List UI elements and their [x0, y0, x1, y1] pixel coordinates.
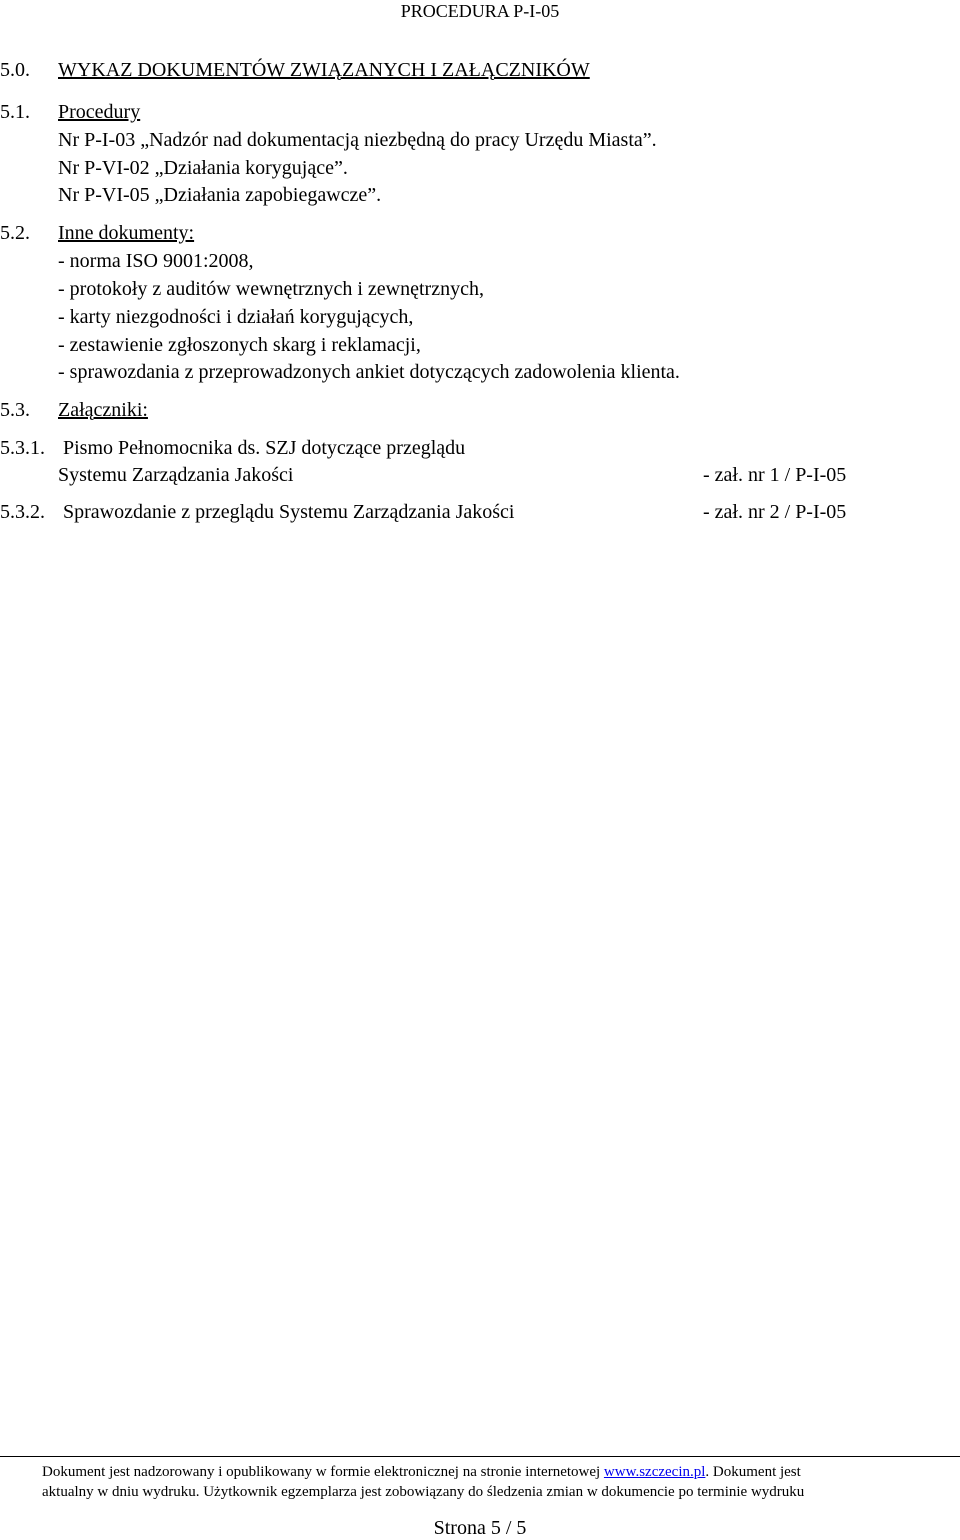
- section-5-3-number: 5.3.: [0, 399, 30, 421]
- section-5-2-number: 5.2.: [0, 222, 30, 244]
- procedure-line: Nr P-VI-05 „Działania zapobiegawcze”.: [58, 184, 382, 206]
- page-number: Strona 5 / 5: [433, 1517, 527, 1539]
- footer-notice-line-2: aktualny w dniu wydruku. Użytkownik egzemplarza jest zobowiązany do śledzenia zmian w dokumencie po terminie wydruku: [42, 1484, 805, 1500]
- attachment-2-ref: - zał. nr 2 / P-I-05: [703, 501, 847, 523]
- footer-notice-text: Dokument jest nadzorowany i opublikowany w formie elektronicznej na stronie internetowej: [42, 1464, 604, 1480]
- section-5-0-title: WYKAZ DOKUMENTÓW ZWIĄZANYCH I ZAŁĄCZNIKÓW: [58, 59, 590, 81]
- document-list-item: - zestawienie zgłoszonych skarg i reklamacji,: [58, 334, 421, 356]
- document-list-item: - norma ISO 9001:2008,: [58, 250, 254, 272]
- procedure-line: Nr P-I-03 „Nadzór nad dokumentacją niezbędną do pracy Urzędu Miasta”.: [58, 129, 657, 151]
- document-list-item: - protokoły z auditów wewnętrznych i zewnętrznych,: [58, 278, 484, 300]
- attachment-2-title: Sprawozdanie z przeglądu Systemu Zarządzania Jakości: [63, 501, 515, 523]
- document-list-item: - karty niezgodności i działań korygujących,: [58, 306, 414, 328]
- section-5-3-title: Załączniki:: [58, 399, 148, 421]
- footer-website-link[interactable]: www.szczecin.pl: [603, 1464, 706, 1480]
- attachment-1-ref: - zał. nr 1 / P-I-05: [703, 464, 847, 486]
- header-title: PROCEDURA P-I-05: [400, 1, 560, 21]
- footer-notice-text: . Dokument jest: [705, 1464, 801, 1480]
- section-5-2-title: Inne dokumenty:: [58, 222, 195, 244]
- attachment-2-number: 5.3.2.: [0, 501, 45, 523]
- attachment-1-title-cont: Systemu Zarządzania Jakości: [58, 464, 294, 486]
- document-list-item: - sprawozdania z przeprowadzonych ankiet dotyczących zadowolenia klienta.: [58, 361, 680, 383]
- attachment-1-number: 5.3.1.: [0, 437, 45, 459]
- attachment-1-title: Pismo Pełnomocnika ds. SZJ dotyczące przeglądu: [63, 437, 466, 459]
- section-5-1-number: 5.1.: [0, 101, 30, 123]
- footer-notice-line-1: [42, 1462, 801, 1482]
- section-5-0-number: 5.0.: [0, 59, 30, 81]
- section-5-1-title: Procedury: [58, 101, 141, 123]
- procedure-line: Nr P-VI-02 „Działania korygujące”.: [58, 157, 348, 179]
- footer-divider: [0, 1456, 960, 1457]
